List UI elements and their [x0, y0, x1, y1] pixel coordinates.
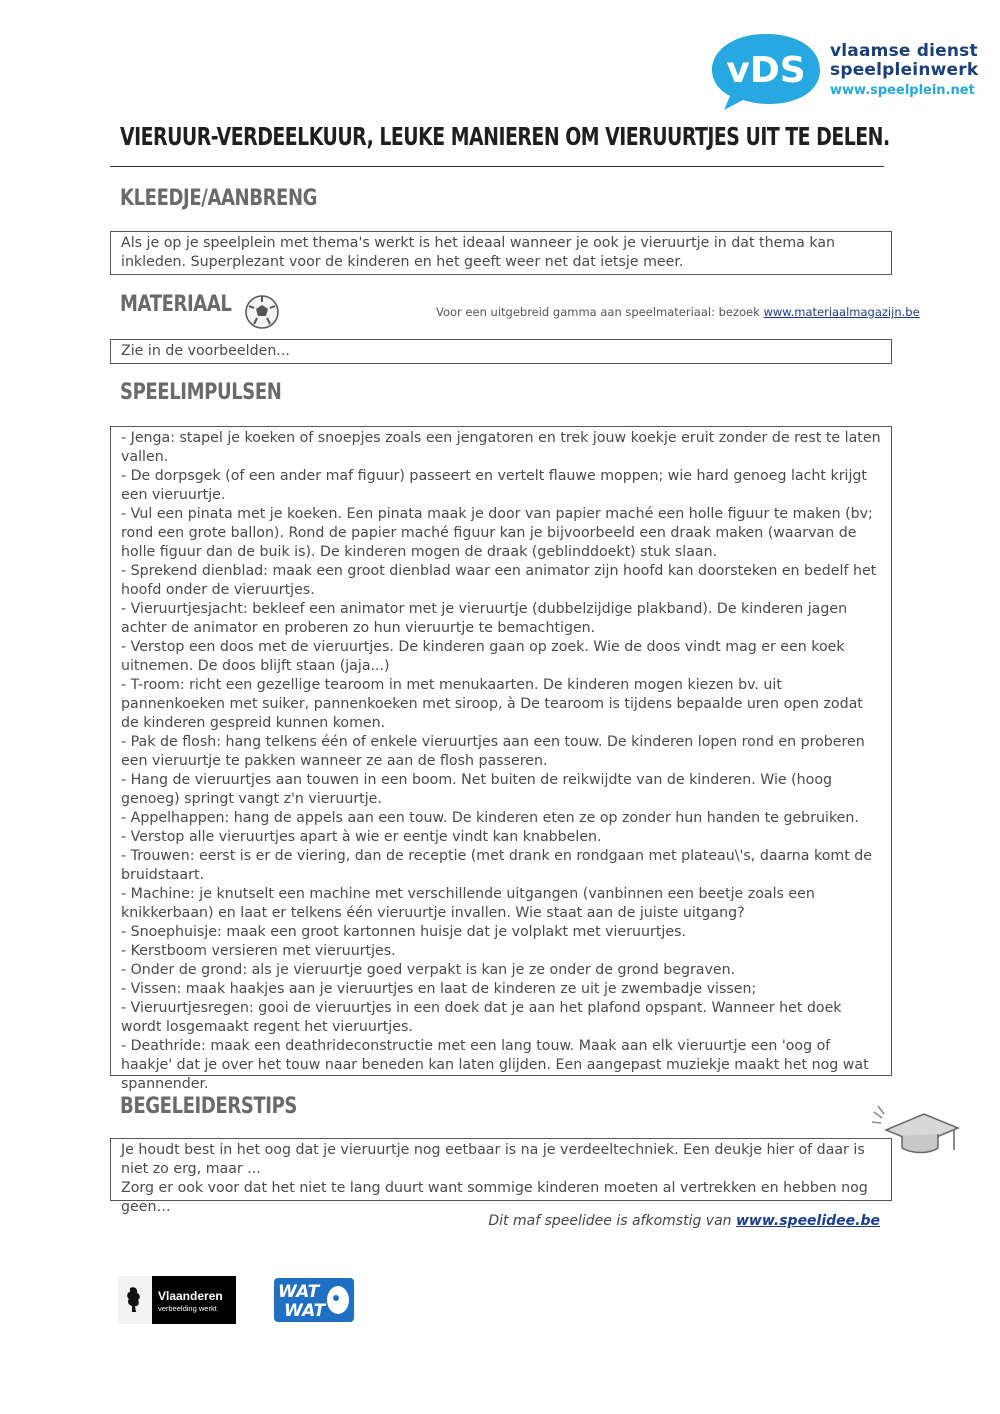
section-title-kleedje: KLEEDJE/AANBRENG [120, 186, 318, 211]
vds-logo-icon [710, 30, 822, 112]
begeleiderstips-box [110, 1138, 892, 1215]
kleedje-box [110, 231, 892, 275]
materiaalmagazijn-link[interactable]: www.materiaalmagazijn.be [763, 305, 920, 319]
list-item: - Pak de flosh: hang telkens één of enkele vieruurtjes aan een touw. De kinderen lopen rond en proberen een vieruurtje te pakken wanneer ze aan de flosh passeren. [121, 734, 865, 769]
org-name-line1: vlaamse dienst [830, 41, 978, 61]
watwat-line1: WAT [278, 1282, 320, 1302]
section-title-speelimpulsen: SPEELIMPULSEN [120, 380, 282, 405]
list-item: - Machine: je knutselt een machine met verschillende uitgangen (vanbinnen een beetje zoals een knikkerbaan) en laat er telkens één vieruurtje invallen. Wie staat aan de juiste uitgang? [121, 886, 815, 921]
vlaanderen-tagline: verbeelding werkt [158, 1304, 217, 1313]
list-item: - Vul een pinata met je koeken. Een pinata maak je door van papier maché een holle figuur te maken (bv; rond een grote ballon). Rond de papier maché figuur kan je bijvoorbeeld een draak maken (waarvan de holle figuur dan de buik is). De kinderen mogen de draak (geblinddoekt) stuk slaan. [121, 506, 873, 560]
list-item: - Vissen: maak haakjes aan je vieruurtjes en laat de kinderen ze uit je zwembadje vissen; [121, 981, 757, 997]
org-name-block [830, 42, 990, 98]
tips-text-1: Je houdt best in het oog dat je vieruurtje nog eetbaar is na je verdeeltechniek. Een deukje hier of daar is niet zo erg, maar ... [121, 1142, 865, 1177]
list-item: - T-room: richt een gezellige tearoom in met menukaarten. De kinderen mogen kiezen bv. uit pannenkoeken met suiker, pannenkoeken met siroop, à De tearoom is tijdens bepaalde uren open zodat de kinderen gespreid kunnen komen. [121, 677, 863, 731]
tips-text-2: Zorg er ook voor dat het niet te lang duurt want sommige kinderen moeten al vertrekken en hebben nog geen… [121, 1180, 868, 1215]
org-url: www.speelplein.net [830, 83, 975, 98]
list-item: - Jenga: stapel je koeken of snoepjes zoals een jengatoren en trek jouw koekje eruit zonder de rest te laten vallen. [121, 430, 881, 465]
vlaanderen-name: Vlaanderen [158, 1289, 223, 1303]
source-note [488, 1213, 880, 1229]
material-note-text: Voor een uitgebreid gamma aan speelmateriaal: bezoek [436, 305, 764, 319]
football-icon [244, 294, 280, 330]
section-title-materiaal: MATERIAAL [120, 292, 232, 317]
list-item: - Onder de grond: als je vieruurtje goed verpakt is kan je ze onder de grond begraven. [121, 962, 736, 978]
lion-icon [118, 1276, 152, 1324]
list-item: - Hang de vieruurtjes aan touwen in een boom. Net buiten de reikwijdte van de kinderen. Wie (hoog genoeg) springt vangt z'n vieruurtje. [121, 772, 833, 807]
list-item: - Sprekend dienblad: maak een groot dienblad waar een animator zijn hoofd kan doorsteken en bedelf het hoofd onder de vieruurtjes. [121, 563, 877, 598]
list-item: - Vieruurtjesjacht: bekleef een animator met je vieruurtje (dubbelzijdige plakband). De kinderen jagen achter de animator en proberen zo hun vieruurtje te bemachtigen. [121, 601, 848, 636]
org-name-line2: speelpleinwerk [830, 60, 979, 80]
page-title: VIERUUR-VERDEELKUUR, LEUKE MANIEREN OM VIERUURTJES UIT TE DELEN. [120, 122, 890, 151]
watwat-logo [272, 1276, 356, 1324]
source-note-text: Dit maf speelidee is afkomstig van [488, 1213, 736, 1229]
list-item: - Trouwen: eerst is er de viering, dan de receptie (met drank en rondgaan met plateau\'s, daarna komt de bruidstaart. [121, 848, 873, 883]
list-item: - Verstop alle vieruurtjes apart à wie er eentje vindt kan knabbelen. [121, 829, 602, 845]
list-item: - Kerstboom versieren met vieruurtjes. [121, 943, 396, 959]
materiaal-box [110, 339, 892, 364]
materiaal-text: Zie in de voorbeelden... [121, 343, 290, 359]
list-item: - Vieruurtjesregen: gooi de vieruurtjes in een doek dat je aan het plafond opspant. Wanneer het doek wordt losgemaakt regent het vieruurtjes. [121, 1000, 842, 1035]
section-title-begeleiderstips: BEGELEIDERSTIPS [120, 1094, 298, 1119]
vlaanderen-logo [118, 1276, 236, 1324]
list-item: - Verstop een doos met de vieruurtjes. De kinderen gaan op zoek. Wie de doos vindt mag er een koek uitnemen. De doos blijft staan (jaja...) [121, 639, 845, 674]
vds-logo-text: vDS [726, 50, 806, 91]
list-item: - Appelhappen: hang de appels aan een touw. De kinderen eten ze op zonder hun handen te gebruiken. [121, 810, 859, 826]
kleedje-text: Als je op je speelplein met thema's werkt is het ideaal wanneer je ook je vieruurtje in dat thema kan inkleden. Superplezant voor de kinderen en het geeft weer net dat ietsje meer. [121, 235, 836, 270]
list-item: - De dorpsgek (of een ander maf figuur) passeert en vertelt flauwe moppen; wie hard genoeg lacht krijgt een vieruurtje. [121, 468, 867, 503]
speelidee-link[interactable]: www.speelidee.be [735, 1213, 880, 1229]
list-item: - Deathride: maak een deathrideconstructie met een lang touw. Maak aan elk vieruurtje een 'oog of haakje' dat je over het touw naar beneden kan laten glijden. Een aangepast muziekje maakt het nog wat spannender. [121, 1038, 869, 1092]
watwat-line2: WAT [284, 1301, 326, 1321]
list-item: - Snoephuisje: maak een groot kartonnen huisje dat je volplakt met vieruurtjes. [121, 924, 686, 940]
material-note [436, 305, 920, 319]
title-divider [110, 166, 884, 167]
speelimpulsen-box [110, 426, 892, 1092]
